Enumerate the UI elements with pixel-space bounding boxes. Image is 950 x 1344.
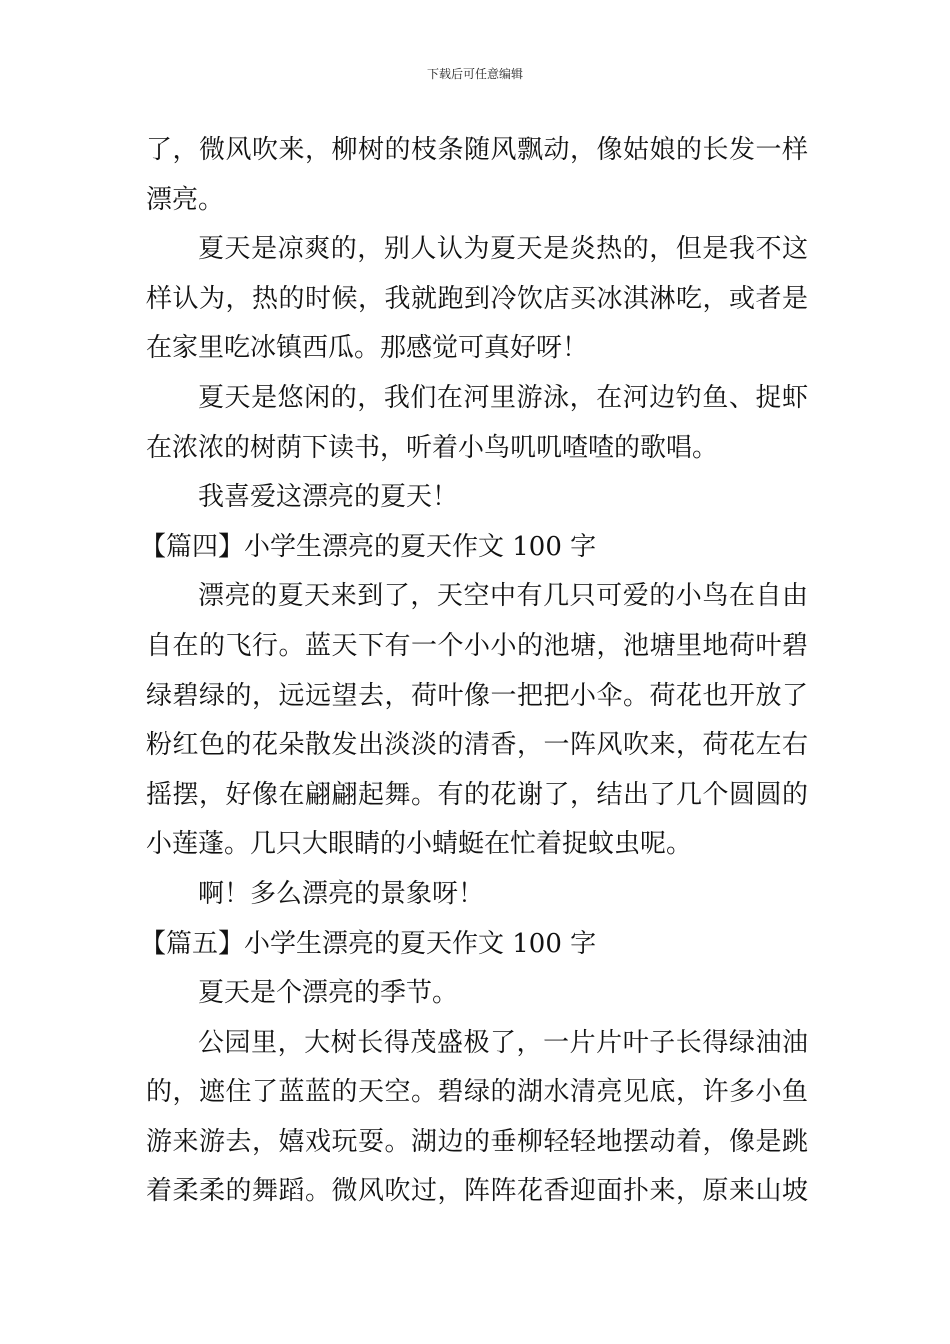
text-line: 漂亮。	[146, 184, 225, 215]
text-line: 漂亮的夏天来到了，天空中有几只可爱的小鸟在自由	[198, 581, 808, 612]
text-line: 自在的飞行。蓝天下有一个小小的池塘，池塘里地荷叶碧	[146, 630, 808, 661]
text-line: 在家里吃冰镇西瓜。那感觉可真好呀！	[146, 333, 589, 364]
text-line: 夏天是个漂亮的季节。	[198, 978, 459, 1009]
text-line: 的，遮住了蓝蓝的天空。碧绿的湖水清亮见底，许多小鱼	[146, 1077, 808, 1108]
section-heading: 【篇五】小学生漂亮的夏天作文 100 字	[140, 928, 597, 959]
page-header: 下载后可任意编辑	[426, 67, 523, 81]
text-line: 夏天是悠闲的，我们在河里游泳，在河边钓鱼、捉虾	[198, 382, 808, 413]
text-line: 夏天是凉爽的，别人认为夏天是炎热的，但是我不这	[198, 234, 808, 265]
text-line: 着柔柔的舞蹈。微风吹过，阵阵花香迎面扑来，原来山坡	[146, 1176, 808, 1207]
text-line: 粉红色的花朵散发出淡淡的清香，一阵风吹来，荷花左右	[146, 730, 808, 761]
text-line: 啊！多么漂亮的景象呀！	[198, 878, 485, 909]
text-line: 游来游去，嬉戏玩耍。湖边的垂柳轻轻地摆动着，像是跳	[146, 1126, 808, 1157]
section-heading: 【篇四】小学生漂亮的夏天作文 100 字	[140, 531, 597, 562]
text-line: 绿碧绿的，远远望去，荷叶像一把把小伞。荷花也开放了	[146, 680, 808, 711]
text-line: 摇摆，好像在翩翩起舞。有的花谢了，结出了几个圆圆的	[146, 779, 808, 810]
text-line: 小莲蓬。几只大眼睛的小蜻蜓在忙着捉蚊虫呢。	[146, 829, 693, 860]
text-line: 样认为，热的时候，我就跑到冷饮店买冰淇淋吃，或者是	[146, 283, 808, 314]
document-body	[140, 126, 808, 1217]
text-line: 公园里，大树长得茂盛极了，一片片叶子长得绿油油	[198, 1027, 808, 1058]
text-line: 在浓浓的树荫下读书，听着小鸟叽叽喳喳的歌唱。	[146, 432, 719, 463]
text-line: 我喜爱这漂亮的夏天！	[198, 482, 459, 513]
text-line: 了，微风吹来，柳树的枝条随风飘动，像姑娘的长发一样	[146, 135, 808, 165]
